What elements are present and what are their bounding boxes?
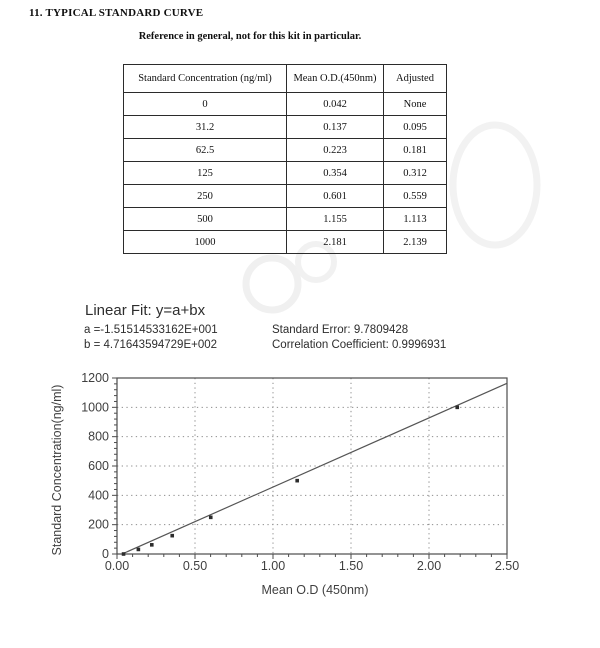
- table-cell: 62.5: [124, 139, 287, 162]
- table-cell: 0.042: [287, 93, 384, 116]
- fit-line: [122, 383, 507, 554]
- x-tick-label: 1.50: [338, 559, 364, 573]
- x-tick-label: 2.00: [416, 559, 442, 573]
- table-header-row: [124, 65, 447, 93]
- table-row: [124, 139, 447, 162]
- table-cell: 0.354: [287, 162, 384, 185]
- data-point: [209, 516, 213, 520]
- fit-slope-value: b = 4.71643594729E+002: [84, 339, 218, 351]
- x-tick-label: 2.50: [494, 559, 520, 573]
- table-row: [124, 162, 447, 185]
- table-cell: 2.139: [384, 231, 447, 254]
- plot-frame: [117, 378, 507, 554]
- table-row: [124, 185, 447, 208]
- table-cell: 0.559: [384, 185, 447, 208]
- table-cell: 1000: [124, 231, 287, 254]
- data-point: [137, 548, 141, 552]
- table-cell: 0: [124, 93, 287, 116]
- fit-correlation-coefficient: Correlation Coefficient: 0.9996931: [272, 339, 447, 351]
- column-header: Standard Concentration (ng/ml): [124, 65, 287, 93]
- y-tick-label: 0: [102, 547, 109, 561]
- table-row: [124, 116, 447, 139]
- table-cell: 0.601: [287, 185, 384, 208]
- table-cell: 0.095: [384, 116, 447, 139]
- table-cell: 1.155: [287, 208, 384, 231]
- table-cell: 31.2: [124, 116, 287, 139]
- table-cell: 0.312: [384, 162, 447, 185]
- table-cell: 125: [124, 162, 287, 185]
- table-cell: 500: [124, 208, 287, 231]
- data-point: [122, 552, 126, 556]
- y-tick-label: 1200: [81, 371, 109, 385]
- table-row: [124, 93, 447, 116]
- x-tick-label: 0.00: [104, 559, 130, 573]
- table-cell: None: [384, 93, 447, 116]
- table-cell: 0.181: [384, 139, 447, 162]
- reference-note: Reference in general, not for this kit in particular.: [138, 31, 362, 42]
- data-point: [170, 534, 174, 538]
- table-cell: 1.113: [384, 208, 447, 231]
- y-tick-label: 400: [88, 488, 109, 503]
- section-heading: 11. TYPICAL STANDARD CURVE: [29, 7, 204, 19]
- standard-curve-table: [123, 64, 447, 254]
- y-axis-label: Standard Concentration(ng/ml): [50, 384, 64, 556]
- data-point: [455, 406, 459, 410]
- fit-intercept-value: a =-1.51514533162E+001: [84, 324, 218, 336]
- column-header: Adjusted: [384, 65, 447, 93]
- x-axis-label: Mean O.D (450nm): [261, 583, 369, 597]
- linear-fit-title: Linear Fit: y=a+bx: [85, 302, 206, 319]
- data-point: [150, 543, 154, 547]
- table-row: [124, 208, 447, 231]
- table-cell: 250: [124, 185, 287, 208]
- table-row: [124, 231, 447, 254]
- y-tick-label: 1000: [81, 400, 109, 415]
- standard-curve-plot: [81, 371, 520, 573]
- fit-standard-error: Standard Error: 9.7809428: [272, 324, 409, 336]
- data-point: [295, 479, 299, 483]
- x-tick-label: 1.00: [260, 559, 286, 573]
- table-cell: 0.223: [287, 139, 384, 162]
- x-tick-label: 0.50: [182, 559, 208, 573]
- y-tick-label: 200: [88, 517, 109, 532]
- y-tick-label: 600: [88, 459, 109, 473]
- y-tick-label: 800: [88, 429, 109, 444]
- table-cell: 0.137: [287, 116, 384, 139]
- column-header: Mean O.D.(450nm): [287, 65, 384, 93]
- table-cell: 2.181: [287, 231, 384, 254]
